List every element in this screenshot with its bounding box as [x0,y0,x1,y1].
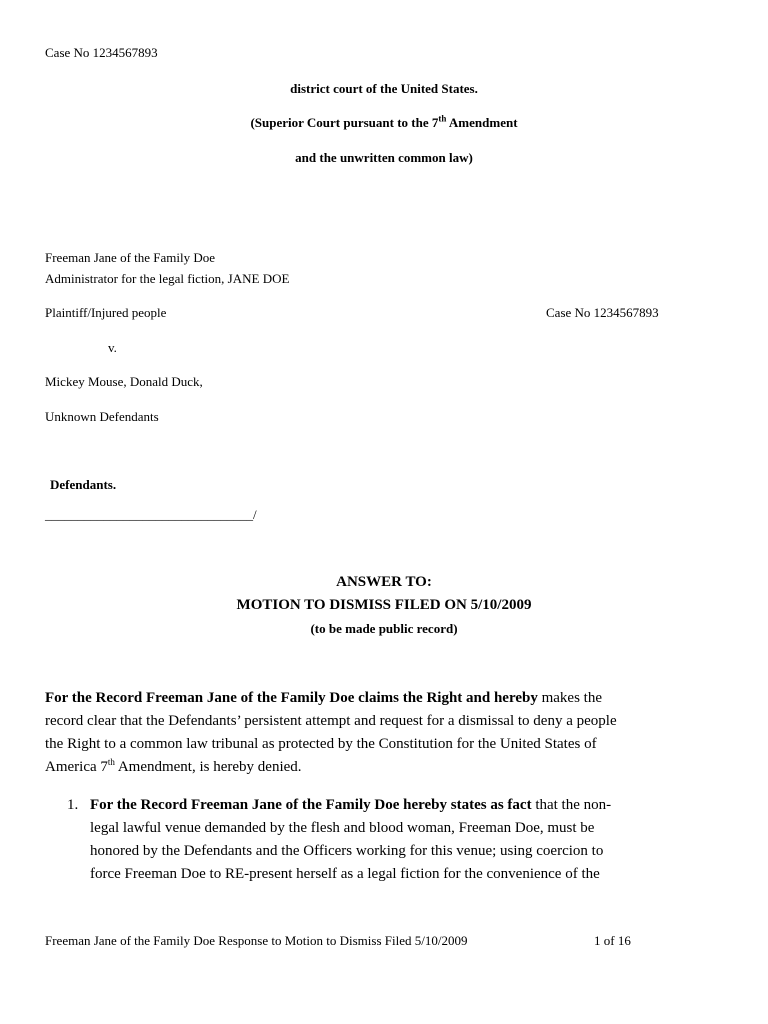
footer-text: Freeman Jane of the Family Doe Response to Motion to Dismiss Filed 5/10/2009 [45,933,468,948]
court-subtitle [0,115,768,131]
case-number-top: Case No 1234567893 [45,45,158,60]
title-motion: MOTION TO DISMISS FILED ON 5/10/2009 [236,597,532,613]
intro-line-2: record clear that the Defendants’ persistent attempt and request for a dismissal to deny a people [45,713,617,729]
item-1-paragraph [90,794,730,886]
item-1-line-3: honored by the Defendants and the Officers working for this venue; using coercion to [90,843,604,859]
signature-line: ________________________________/ [45,507,257,522]
court-subtitle-pre: (Superior Court pursuant to the 7 [250,115,439,130]
item-1-number: 1. [67,797,79,813]
item-1-line-4: force Freeman Doe to RE-present herself as a legal fiction for the convenience of the [90,866,600,882]
title-public-record: (to be made public record) [310,621,458,636]
case-number-right: Case No 1234567893 [546,305,659,320]
unknown-defendants: Unknown Defendants [45,409,159,424]
item-1-bold-lead: For the Record Freeman Jane of the Family Doe hereby states as fact [90,797,532,813]
versus: v. [108,340,117,355]
intro-bold-lead: For the Record Freeman Jane of the Family Doe claims the Right and hereby [45,690,538,706]
court-name: district court of the United States. [290,81,478,96]
plaintiff-label: Plaintiff/Injured people [45,305,167,320]
item-1-line-2: legal lawful venue demanded by the flesh and blood woman, Freeman Doe, must be [90,820,595,836]
intro-line1-rest: makes the [537,690,603,706]
court-subtitle-line3: and the unwritten common law) [295,150,473,165]
plaintiff-role: Administrator for the legal fiction, JANE DOE [45,271,290,286]
item-1-line1-rest: that the non- [531,797,612,813]
court-subtitle-sup: th [438,113,447,124]
defendants-names: Mickey Mouse, Donald Duck, [45,374,203,389]
intro-line-3: the Right to a common law tribunal as protected by the Constitution for the United States of [45,736,597,752]
intro-line4-post: Amendment, is hereby denied. [114,759,302,775]
intro-line4-sup: th [107,757,115,767]
plaintiff-name: Freeman Jane of the Family Doe [45,250,216,265]
intro-line4-pre: America 7 [45,759,108,775]
title-answer-to: ANSWER TO: [336,574,432,590]
intro-line-1 [45,687,725,710]
court-subtitle-post: Amendment [446,115,518,130]
defendants-label: Defendants. [50,477,117,492]
page-number: 1 of 16 [594,933,631,948]
intro-paragraph [45,687,725,779]
item-1-line-1 [90,794,730,817]
intro-line-4 [45,756,725,779]
